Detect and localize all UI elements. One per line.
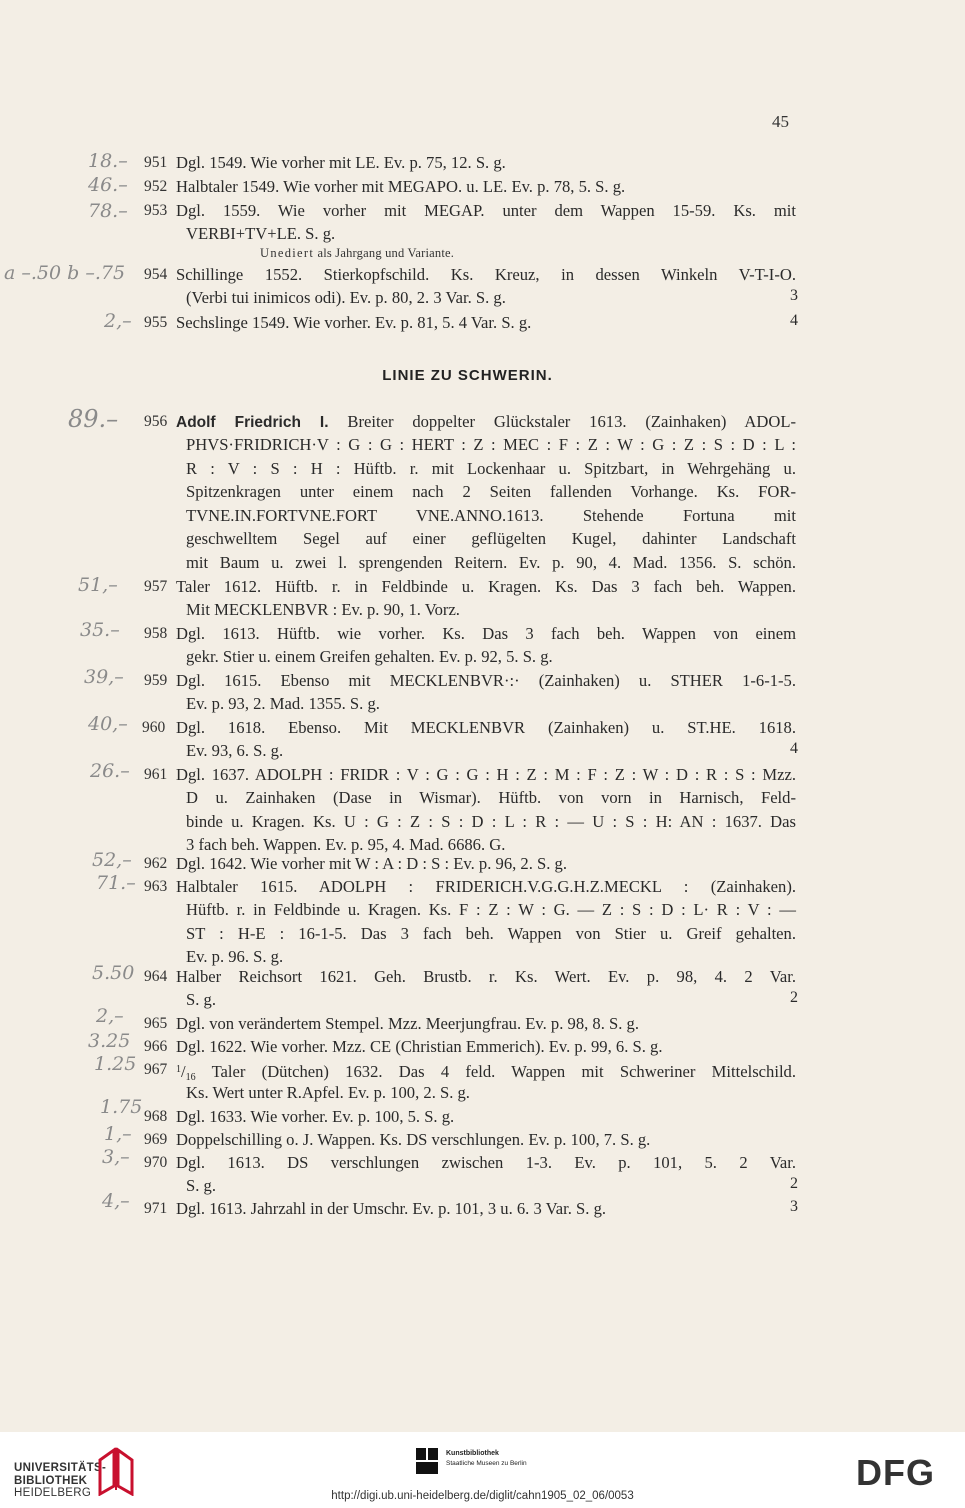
dfg-logo: DFG [856, 1452, 935, 1493]
handwritten-price: 18.– [88, 150, 128, 172]
lot-number: 958 [144, 625, 168, 642]
handwritten-price: 3.25 [88, 1030, 131, 1052]
lot-number: 961 [144, 766, 168, 783]
lot-description: Doppelschilling o. J. Wappen. Ks. DS verschlungen. Ev. p. 100, 7. S. g. [176, 1130, 651, 1149]
handwritten-price: 46.– [88, 174, 128, 196]
quantity: 4 [790, 740, 798, 757]
lot-description: Dgl. 1637. ADOLPH : FRIDR : V : G : G : H : Z : M : F : Z : W : D : R : S : Mzz. [176, 765, 796, 784]
lot-description-cont: Ks. Wert unter R.Apfel. Ev. p. 100, 2. S. g. [186, 1083, 470, 1102]
lot-description: Dgl. 1559. Wie vorher mit MEGAP. unter dem Wappen 15-59. Ks. mit [176, 201, 796, 220]
handwritten-price: 1.25 [94, 1053, 137, 1075]
source-url[interactable]: http://digi.ub.uni-heidelberg.de/diglit/cahn1905_02_06/0053 [331, 1490, 634, 1502]
handwritten-price: 1,– [104, 1123, 132, 1145]
handwritten-price: 39,– [84, 666, 124, 688]
lot-description-cont: S. g. [186, 990, 216, 1009]
lot-description-cont: ST : H-E : 16-1-5. Das 3 fach beh. Wappen von Stier u. Greif gehalten. [186, 924, 796, 943]
lot-number: 968 [144, 1108, 168, 1125]
lot-description: Dgl. 1613. DS verschlungen zwischen 1-3. Ev. p. 101, 5. 2 Var. [176, 1153, 796, 1172]
handwritten-price: 78.– [88, 200, 128, 222]
lot-description-cont: Ev. p. 93, 2. Mad. 1355. S. g. [186, 694, 380, 713]
lot-description: Halber Reichsort 1621. Geh. Brustb. r. Ks. Wert. Ev. p. 98, 4. 2 Var. [176, 967, 796, 986]
lot-description: Schillinge 1552. Stierkopfschild. Ks. Kreuz, in dessen Winkeln V-T-I-O. [176, 265, 796, 284]
quantity: 3 [790, 1198, 798, 1215]
lot-description: Dgl. 1618. Ebenso. Mit MECKLENBVR (Zainhaken) u. ST.HE. 1618. [176, 718, 796, 737]
lot-number: 951 [144, 154, 168, 171]
handwritten-price: 51,– [78, 574, 118, 596]
section-heading: LINIE ZU SCHWERIN. [382, 367, 553, 384]
lot-description: Dgl. 1613. Hüftb. wie vorher. Ks. Das 3 fach beh. Wappen von einem [176, 624, 796, 643]
lot-description-cont: 3 fach beh. Wappen. Ev. p. 95, 4. Mad. 6686. G. [186, 835, 506, 854]
lot-description-cont: Ev. 93, 6. S. g. [186, 741, 284, 760]
lot-description-cont: Ev. p. 96. S. g. [186, 947, 284, 966]
lot-description: Dgl. 1622. Wie vorher. Mzz. CE (Christian Emmerich). Ev. p. 99, 6. S. g. [176, 1037, 663, 1056]
lot-description-cont: VERBI+TV+LE. S. g. [186, 224, 336, 243]
lot-description-cont: R : V : S : H : Hüftb. r. mit Lockenhaar u. Spitzbart, in Wehrgehäng u. [186, 459, 796, 478]
handwritten-price: 71.– [96, 872, 136, 894]
fraction-denominator: 16 [185, 1072, 196, 1083]
handwritten-price: 89.– [68, 405, 119, 433]
lot-number: 956 [144, 413, 168, 430]
lot-description-cont: S. g. [186, 1176, 216, 1195]
lot-number: 962 [144, 855, 168, 872]
fraction-numerator: 1 [176, 1064, 181, 1075]
lot-description: Halbtaler 1615. ADOLPH : FRIDERICH.V.G.G.H.Z.MECKL : (Zainhaken). [176, 877, 796, 896]
lot-number: 971 [144, 1200, 168, 1217]
lot-number: 959 [144, 672, 168, 689]
lot-number: 952 [144, 178, 168, 195]
lot-description-cont: PHVS·FRIDRICH·V : G : G : HERT : Z : MEC : F : Z : W : G : Z : S : D : L : [186, 435, 796, 454]
handwritten-price: 2,– [104, 310, 132, 332]
lot-description: Halbtaler 1549. Wie vorher mit MEGAPO. u. LE. Ev. p. 78, 5. S. g. [176, 177, 626, 196]
lot-number: 953 [144, 202, 168, 219]
lot-number: 970 [144, 1154, 168, 1171]
lot-number: 955 [144, 314, 168, 331]
lot-number: 960 [142, 719, 166, 736]
lot-number: 957 [144, 578, 168, 595]
lot-number: 965 [144, 1015, 168, 1032]
lot-description-cont: Spitzenkragen unter einem nach 2 Seiten fallenden Vorhange. Ks. FOR- [186, 482, 796, 501]
lot-number: 966 [144, 1038, 168, 1055]
lot-description-cont: D u. Zainhaken (Dase in Wismar). Hüftb. von vorn in Harnisch, Feld- [186, 788, 796, 807]
lot-description: Dgl. 1549. Wie vorher mit LE. Ev. p. 75, 12. S. g. [176, 153, 506, 172]
handwritten-price: 35.– [80, 619, 120, 641]
handwritten-price: 40,– [88, 713, 128, 735]
handwritten-price: a –.50 b –.75 [4, 262, 126, 284]
lot-description-cont: geschwelltem Segel auf einer geflügelten Kugel, dahinter Landschaft [186, 529, 796, 548]
catalog-note: Unediert als Jahrgang und Variante. [260, 246, 455, 260]
lot-number: 954 [144, 266, 168, 283]
quantity: 4 [790, 312, 798, 329]
lot-description-cont: Hüftb. r. in Feldbinde u. Kragen. Ks. F : Z : W : G. — Z : S : D : L· R : V : — [186, 900, 796, 919]
lot-description-cont: Mit MECKLENBVR : Ev. p. 90, 1. Vorz. [186, 600, 460, 619]
lot-description-cont: mit Baum u. zwei l. sprengenden Reitern. Ev. p. 90, 4. Mad. 1356. S. schön. [186, 553, 796, 572]
lot-description: Dgl. 1633. Wie vorher. Ev. p. 100, 5. S. g. [176, 1107, 455, 1126]
lot-description-cont: TVNE.IN.FORTVNE.FORT VNE.ANNO.1613. Stehende Fortuna mit [186, 506, 796, 525]
lot-description: Dgl. 1615. Ebenso mit MECKLENBVR·:· (Zainhaken) u. STHER 1-6-1-5. [176, 671, 796, 690]
lot-description: $^1/_{16}$ Taler (Dütchen) 1632. Das 4 feld. Wappen mit Schweriner Mittelschild. [176, 1062, 796, 1083]
lot-description: Dgl. 1613. Jahrzahl in der Umschr. Ev. p. 101, 3 u. 6. 3 Var. S. g. [176, 1199, 607, 1218]
lot-number: 967 [144, 1061, 168, 1078]
lot-number: 969 [144, 1131, 168, 1148]
quantity: 2 [790, 1175, 798, 1192]
university-logo-icon [96, 1446, 138, 1496]
handwritten-price: 52,– [92, 849, 132, 871]
lot-description: Sechslinge 1549. Wie vorher. Ev. p. 81, 5. 4 Var. S. g. [176, 313, 532, 332]
lot-description: Dgl. 1642. Wie vorher mit W : A : D : S : Ev. p. 96, 2. S. g. [176, 854, 567, 873]
lot-description-cont: binde u. Kragen. Ks. U : G : Z : S : D : L : R : — U : S : H: AN : 1637. Das [186, 812, 796, 831]
lot-description: Taler 1612. Hüftb. r. in Feldbinde u. Kragen. Ks. Das 3 fach beh. Wappen. [176, 577, 796, 596]
ruler-name: Adolf Friedrich I. [176, 414, 329, 431]
handwritten-price: 4,– [102, 1190, 130, 1212]
handwritten-price: 2,– [96, 1005, 124, 1027]
handwritten-price: 5.50 [92, 962, 135, 984]
kunstbibliothek-logo-icon [414, 1446, 442, 1476]
quantity: 2 [790, 989, 798, 1006]
lot-number: 963 [144, 878, 168, 895]
lot-number: 964 [144, 968, 168, 985]
kunstbibliothek-label: Kunstbibliothek Staatliche Museen zu Berlin [446, 1450, 527, 1467]
handwritten-price: 1.75 [100, 1096, 143, 1118]
lot-description-cont: (Verbi tui inimicos odi). Ev. p. 80, 2. 3 Var. S. g. [186, 288, 506, 307]
lot-description: Adolf Friedrich I. Breiter doppelter Glückstaler 1613. (Zainhaken) ADOL- [176, 412, 796, 431]
page-number: 45 [772, 112, 789, 131]
handwritten-price: 26.– [90, 760, 130, 782]
university-library-label: UNIVERSITÄTS- BIBLIOTHEK HEIDELBERG [14, 1462, 107, 1499]
lot-description: Dgl. von verändertem Stempel. Mzz. Meerjungfrau. Ev. p. 98, 8. S. g. [176, 1014, 639, 1033]
lot-description-cont: gekr. Stier u. einem Greifen gehalten. Ev. p. 92, 5. S. g. [186, 647, 553, 666]
quantity: 3 [790, 287, 798, 304]
handwritten-price: 3,– [102, 1146, 130, 1168]
